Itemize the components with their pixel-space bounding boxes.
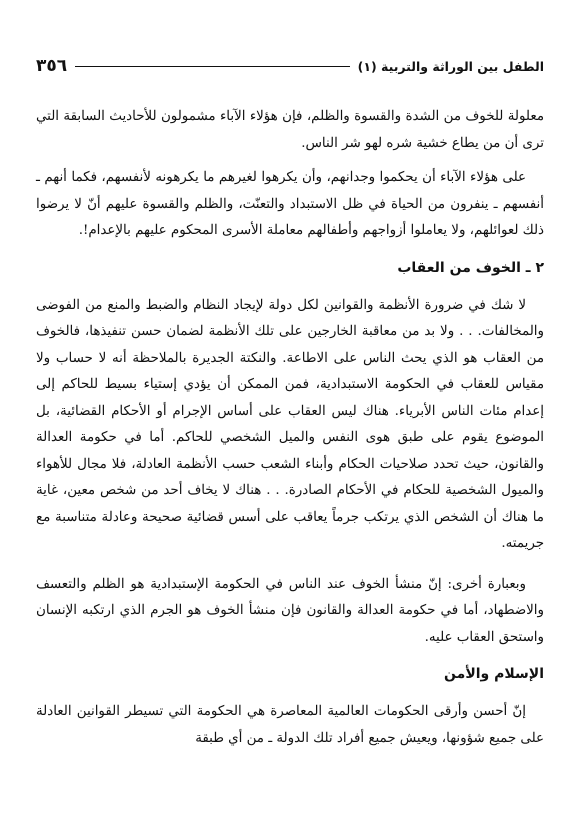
paragraph-3: لا شك في ضرورة الأنظمة والقوانين لكل دولة لإيجاد النظام والضبط والمنع من الفوضى والمخالفات. . . ولا بد من معاقبة الخارجين على تلك الأنظمة لضمان حسن تنفيذها، فالخوف من العقاب هو الذي يحث الناس على الاطاعة. والنكتة الجديرة بالملاحظة أنه لا حساب ولا مقياس للعقاب في الحكومة الاستبدادية، فمن الممكن أن يؤدي إستياء بسيط للحاكم إلى إعدام مئات الناس الأبرياء. هناك ليس العقاب على أساس الإجرام أو الأحكام القضائية، بل الموضوع يقوم على طبق هوى النفس والميل الشخصي للحاكم. أما في حكومة العدالة والقانون، حيث تحدد صلاحيات الحكام وأبناء الشعب حسب الأنظمة العادلة، فلا مجال للأهواء والميول الشخصية للحكام في الأحكام الصادرة. . . هناك لا يخاف أحد من شخص معين، غاية ما هناك أن الشخص الذي يرتكب جرماً يعاقب على أسس قضائية صحيحة وعادلة متناسبة مع جريمته. (36, 297, 544, 551)
book-page (36, 54, 544, 835)
page-content (36, 104, 544, 752)
section-heading-islam-and-security: الإسلام والأمن (444, 666, 544, 682)
page-number: ٣٥٦ (36, 56, 68, 76)
paragraph-1: معلولة للخوف من الشدة والقسوة والظلم، فإن هؤلاء الآباء مشمولون للأحاديث السابقة التي ترى أن من يطاع خشية شره لهو شر الناس. (36, 109, 544, 151)
paragraph-4: وبعبارة أخرى: إنّ منشأ الخوف عند الناس في الحكومة الإستبدادية هو الظلم والتعسف والاضطهاد، أما في حكومة العدالة والقانون فإن منشأ الخوف هو الجرم الذي ارتكبه الإنسان واستحق العقاب عليه. (36, 576, 544, 645)
paragraph-2: على هؤلاء الآباء أن يحكموا وجدانهم، وأن يكرهوا لغيرهم ما يكرهونه لأنفسهم، فكما أنهم ـ أنفسهم ـ ينفرون من الحياة في ظل الاستبداد والتعنّت، والظلم والقسوة عليهم أنّ لا يرضوا ذلك لعوائلهم، ولا يعاملوا أزواجهم وأطفالهم معاملة الأسرى المحكوم عليهم بالإعدام!. (36, 170, 544, 238)
section-heading-fear-of-punishment: ٢ ـ الخوف من العقاب (397, 259, 544, 276)
paragraph-5: إنّ أحسن وأرقى الحكومات العالمية المعاصرة هي الحكومة التي تسيطر القوانين العادلة على جميع شؤونها، ويعيش جميع أفراد تلك الدولة ـ من أي طبقة (36, 704, 544, 746)
header-rule (75, 66, 349, 67)
running-header (36, 54, 544, 78)
running-title: الطفل بين الوراثة والتربية (١) (357, 58, 544, 74)
